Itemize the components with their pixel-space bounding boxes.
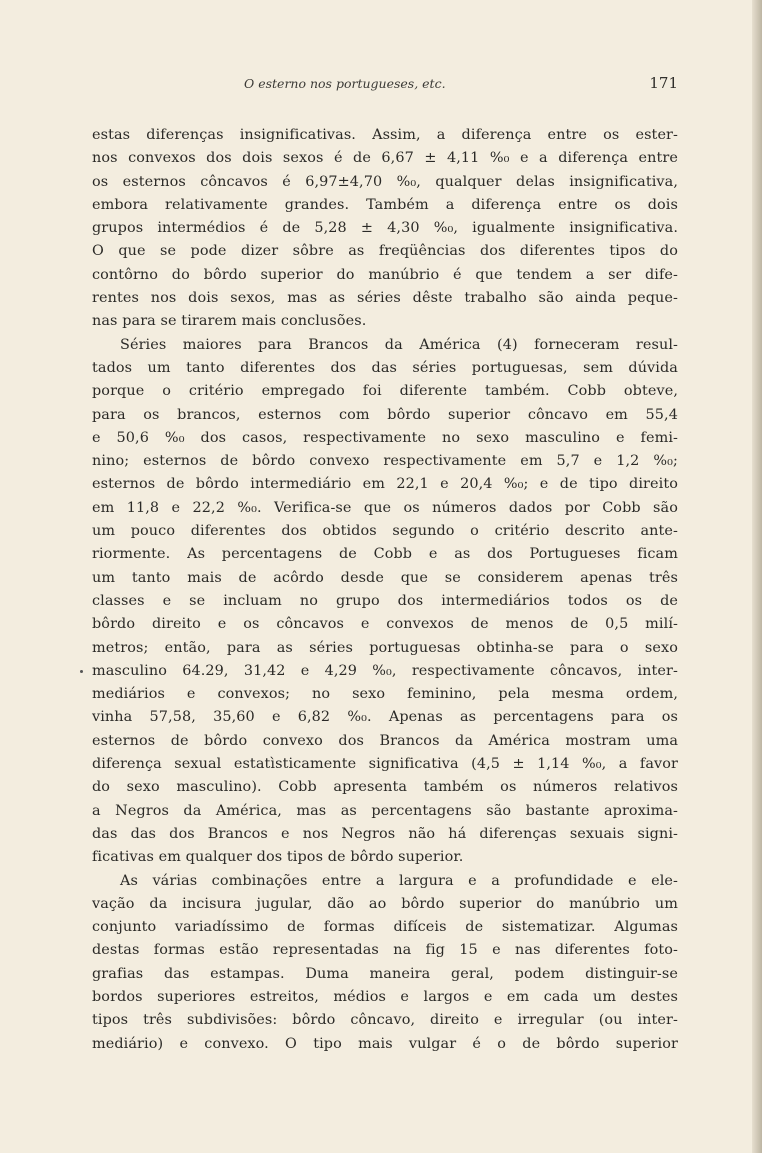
text-line: contôrno do bôrdo superior do manúbrio é que tendem a ser dife- [92, 266, 678, 283]
text-line: a Negros da América, mas as percentagens são bastante aproxima- [92, 802, 678, 819]
text-line: riormente. As percentagens de Cobb e as dos Portugueses ficam [92, 546, 678, 563]
text-line: porque o critério empregado foi diferente também. Cobb obteve, [92, 383, 678, 400]
text-line: As várias combinações entre a largura e a profundidade e ele- [120, 872, 678, 889]
text-line: ficativas em qualquer dos tipos de bôrdo superior. [92, 849, 464, 866]
text-line: tados um tanto diferentes dos das séries portuguesas, sem dúvida [92, 359, 678, 376]
text-line: grupos intermédios é de 5,28 ± 4,30 %₀, igualmente insignificativa. [92, 220, 678, 237]
margin-mark [80, 670, 83, 673]
text-line: e 50,6 %₀ dos casos, respectivamente no sexo masculino e femi- [92, 429, 678, 446]
text-line: Séries maiores para Brancos da América (4) forneceram resul- [120, 336, 678, 353]
text-line: bôrdo direito e os côncavos e convexos de menos de 0,5 milí- [92, 616, 678, 633]
text-line: um tanto mais de acôrdo desde que se considerem apenas três [92, 569, 678, 586]
text-line: nos convexos dos dois sexos é de 6,67 ± 4,11 %₀ e a diferença entre [92, 150, 678, 167]
text-line: O que se pode dizer sôbre as freqüências dos diferentes tipos do [92, 243, 678, 260]
text-line: das das dos Brancos e nos Negros não há diferenças sexuais signi- [92, 825, 678, 842]
text-line: rentes nos dois sexos, mas as séries dêste trabalho são ainda peque- [92, 290, 678, 307]
text-line: mediários e convexos; no sexo feminino, pela mesma ordem, [92, 686, 678, 703]
text-line: metros; então, para as séries portuguesas obtinha-se para o sexo [92, 639, 678, 656]
text-line: esternos de bôrdo intermediário em 22,1 e 20,4 %₀; e de tipo direito [92, 476, 678, 493]
text-line: um pouco diferentes dos obtidos segundo o critério descrito ante- [92, 523, 678, 540]
text-line: diferença sexual estatìsticamente significativa (4,5 ± 1,14 %₀, a favor [92, 756, 678, 773]
text-line: tipos três subdivisões: bôrdo côncavo, direito e irregular (ou inter- [92, 1012, 678, 1029]
text-line: do sexo masculino). Cobb apresenta também os números relativos [92, 779, 678, 796]
text-line: em 11,8 e 22,2 %₀. Verifica-se que os números dados por Cobb são [92, 499, 678, 516]
text-line: estas diferenças insignificativas. Assim, a diferença entre os ester- [92, 127, 678, 143]
page-edge [752, 0, 762, 1153]
page-header [92, 76, 678, 98]
text-line: os esternos côncavos é 6,97±4,70 %₀, qualquer delas insignificativa, [92, 173, 678, 190]
text-line: vinha 57,58, 35,60 e 6,82 %₀. Apenas as percentagens para os [92, 709, 678, 726]
text-line: esternos de bôrdo convexo dos Brancos da América mostram uma [92, 732, 678, 749]
text-line: grafias das estampas. Duma maneira geral, podem distinguir-se [92, 965, 678, 982]
text-line: embora relativamente grandes. Também a diferença entre os dois [92, 196, 678, 213]
text-line: vação da incisura jugular, dão ao bôrdo superior do manúbrio um [92, 895, 678, 912]
text-line: para os brancos, esternos com bôrdo superior côncavo em 55,4 [92, 406, 678, 423]
text-line: conjunto variadíssimo de formas difíceis de sistematizar. Algumas [92, 919, 678, 936]
text-line: masculino 64.29, 31,42 e 4,29 %₀, respectivamente côncavos, inter- [92, 662, 678, 679]
running-title: O esterno nos portugueses, etc. [244, 76, 446, 91]
page-number: 171 [649, 74, 678, 92]
text-line: bordos superiores estreitos, médios e largos e em cada um destes [92, 988, 678, 1005]
text-line: destas formas estão representadas na fig 15 e nas diferentes foto- [92, 942, 678, 959]
text-line: nino; esternos de bôrdo convexo respectivamente em 5,7 e 1,2 %₀; [92, 453, 678, 470]
text-line: classes e se incluam no grupo dos intermediários todos os de [92, 592, 678, 609]
text-line: nas para se tirarem mais conclusões. [92, 313, 367, 330]
text-line: mediário) e convexo. O tipo mais vulgar é o de bôrdo superior [92, 1035, 678, 1052]
body-text [92, 124, 678, 1056]
